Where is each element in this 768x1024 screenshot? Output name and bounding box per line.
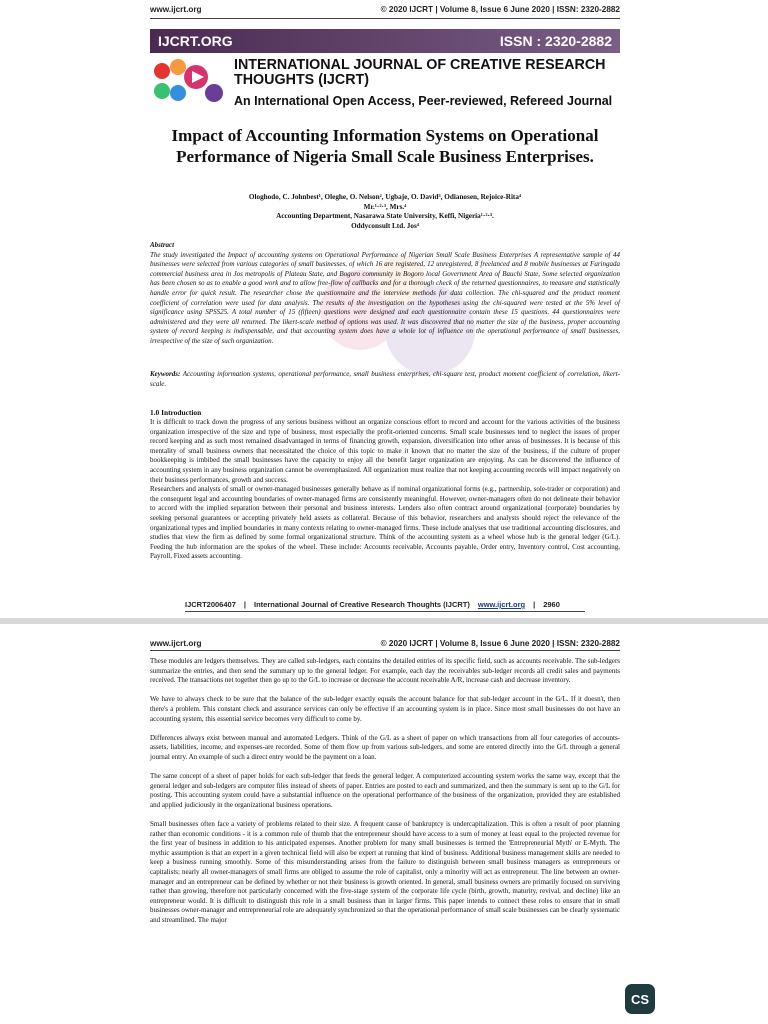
page2-body xyxy=(150,657,620,935)
footer-journal: International Journal of Creative Research Thoughts (IJCRT) xyxy=(253,600,470,609)
page1-footer: IJCRT2006407 | International Journal of Creative Research Thoughts (IJCRT) www.ijcrt.org | 2960 xyxy=(185,600,560,609)
paper-title: Impact of Accounting Information Systems on Operational Performance of Nigeria Small Scale Business Enterprises. xyxy=(171,126,599,166)
banner-left: IJCRT.ORG xyxy=(158,33,233,49)
abstract-heading: Abstract xyxy=(150,241,175,249)
paragraph-2: We have to always check to be sure that the balance of the sub-ledger exactly equals the account balance for that sub-ledger account in the G/L. If it doesn't, then there's a problem. This constant check and assurance services can only be effective if an accounting system is in place. Since most small businesses do not have an accounting system, this essential service becomes very difficult to come by. xyxy=(150,695,620,723)
paragraph-5: Small businesses often face a variety of problems related to their size. A frequent cause of bankruptcy is undercapitalization. This is often a result of poor planning rather than economic conditions - it is a common rule of thumb that the entrepreneur should have access to a sum of money at least equal to the projected revenue for the first year of business in addition to his anticipated expenses. Another problem for many small businesses is termed the 'Entrepreneurial Myth' or E-Myth. The mythic assumption is that an expert in a given technical field will also be expert at running that kind of business. Additional business management skills are needed to keep a business running smoothly. Some of this misunderstanding arises from the failure to distinguish between small business managers as entrepreneurs or capitalists; nearly all owner-managers of small firms are obliged to assume the role of capitalist, only a minority will act as entrepreneur. The line between an owner-manager and an entrepreneur can be defined by whether or not their business is growth oriented. In general, small business owners are primarily focused on surviving rather than growing, therefore not particularly concerned with the five-stage system of the corporate life cycle (birth, growth, maturity, revival, and decline) like an entrepreneur would. It is difficult to distinguish this role in a small business than in larger firms. This paper intends to connect these roles to ensure that in small businesses owner-manager and entrepreneurial role are adequately synchronized so that the operational performance of small scale businesses can be clearly systematic and streamlined. The major xyxy=(150,820,620,925)
journal-banner xyxy=(150,29,620,53)
issue-meta: © 2020 IJCRT | Volume 8, Issue 6 June 2020 | ISSN: 2320-2882 xyxy=(380,639,620,648)
journal-logo-icon xyxy=(152,57,226,107)
abstract xyxy=(150,241,620,347)
footer-rule xyxy=(185,611,585,612)
page1-header xyxy=(150,5,620,14)
keywords-text: Accounting information systems, operational performance, small business enterprises, chi-square test, product moment coefficient of correlation, likert-scale. xyxy=(150,370,620,388)
authors-titles: Mr.¹·²·³, Mrs.⁴ xyxy=(363,202,407,211)
header-rule xyxy=(150,18,620,19)
affiliation-1: Accounting Department, Nasarawa State University, Keffi, Nigeria¹·²·³. xyxy=(276,212,494,220)
page-separator xyxy=(0,618,768,624)
journal-subtitle: An International Open Access, Peer-reviewed, Refereed Journal xyxy=(234,94,613,108)
intro-paragraph-2: Researchers and analysts of small or owner-managed businesses generally behave as if nominal organizational forms (e.g., partnership, sole-trader or corporation) and the consequent legal and accounting boundaries of owner-managed firms are consistently meaningful. However, owner-managers often do not delineate their behavior to accord with the implied separation between their personal and business interests. Lenders also often contract around organizational (corporate) boundaries by seeking personal guarantees or accepting privately held assets as collateral. Because of this behavior, researchers and analysts should reject the relevance of the organizational types and implied boundaries in many contexts relating to owner-managed firms. These include analyses that use traditional accounting disclosures, and studies that view the firm as defined by some formal organizational structure. Think of the accounting system as a wheel whose hub is the general ledger (G/L). Feeding the hub information are the spokes of the wheel. These include: Accounts receivable, Accounts payable, Order entry, Inventory control, Cost accounting, Payroll, Fixed assets accounting. xyxy=(150,485,620,561)
paragraph-3: Differences always exist between manual and automated Ledgers. Think of the G/L as a sheet of paper on which transactions from all four categories of accounts-assets, liabilities, income, and expenses-are recorded. Some of them flow up from various sub-ledgers, and some are entered directly into the G/L through a general journal entry. An example of such a direct entry would be the payment on a loan. xyxy=(150,733,620,761)
intro-paragraph-1: It is difficult to track down the progress of any serious business without an organize conscious effort to record and account for the various activities of the business organization irrespective of the size and type of business, most especially the profit-oriented concerns. Small scale businesses tend to neglect the issues of proper record keeping and as such most remained disadvantaged in terms of financing growth, expansion, diversification into other areas of businesses. It is because of this mentality of small business owners that necessitated the choice of this topic to make it known that no matter the size of the business, if the culture of proper bookkeeping is imbibed the small businesses have the capacity to enjoy all the benefit larger organization are enjoying. As can be discovered the influence of accounting system in any business organization cannot be overemphasized. All organization must realize that not keeping accounting records will impact negatively on their business performances, growth and success. xyxy=(150,418,620,484)
paragraph-4: The same concept of a sheet of paper holds for each sub-ledger that feeds the general ledger. A computerized accounting system works the same way, except that the general ledger and sub-ledgers are computer files instead of sheets of paper. Entries are posted to each and summarized, and then the summary is sent up to the G/L for posting. This accounting system could have a substantial influence on the operational performance of the business of the organization, provided they are established and applied judiciously in the organizational business operations. xyxy=(150,772,620,809)
header-rule xyxy=(150,650,620,651)
issue-meta: © 2020 IJCRT | Volume 8, Issue 6 June 2020 | ISSN: 2320-2882 xyxy=(380,5,620,14)
footer-url[interactable]: www.ijcrt.org xyxy=(477,600,526,609)
paper-id: IJCRT2006407 xyxy=(185,600,236,609)
journal-title: INTERNATIONAL JOURNAL OF CREATIVE RESEARCH THOUGHTS (IJCRT) xyxy=(234,57,606,88)
author-block xyxy=(150,193,620,231)
paragraph-1: These modules are ledgers themselves. They are called sub-ledgers, each contains the detailed entries of its specific field, such as accounts receivable. The sub-ledgers summarize the entries, and then send the summary up to the general ledger. For example, each day the receivables sub-ledger records all credit sales and payments received. The transactions net together then go up to the G/L to increase or decrease the account receivable A/R, increase cash and decrease inventory. xyxy=(150,657,620,685)
introduction-body xyxy=(150,418,620,562)
banner-right: ISSN : 2320-2882 xyxy=(499,33,612,49)
page2-header xyxy=(150,639,620,648)
camscanner-badge[interactable]: CS xyxy=(625,984,655,1014)
abstract-text: The study investigated the Impact of accounting systems on Operational Performance of Nigerian Small Scale Business Enterprises A representative sample of 44 businesses were selected from various categories of small businesses, of which 16 are registered, 12 unregistered, 8 freelanced and 8 mobile businesses at Faringada commercial business area in Jos metropolis of Plateau State, and Bogoro community in Bogoro local Government Area of Bauchi State, Some selected organization has been chosen so as to enable a good work and to allow free-flow of callbacks and for a thorough check of the returned questionnaires, to measure and statistically handle error for quick result. The researcher chose the questionnaire and the interview methods for data collection. The chi-squared and the product moment coefficient of correlation were used for data analysis. The results of the investigation on the hypotheses using the chi-squared were tested at the 5% level of significance using SPSS25. A total number of 15 (fifteen) questions were designed and each questionnaire contain these 15 questions. 44 questionnaires were administered and they were all returned. The likert-scale method of options was used. It was discovered that no matter the size of the business, proper accounting system of record keeping is indispensable, and that accounting system does have a whole lot of influence on the operational performance of small businesses, irrespective of the size of such organization. xyxy=(150,250,620,345)
affiliation-2: Oddyconsult Ltd. Jos⁴ xyxy=(351,221,419,230)
section-heading-introduction: 1.0 Introduction xyxy=(150,408,202,417)
keywords xyxy=(150,370,620,389)
keywords-label: Keywords: xyxy=(150,370,181,378)
authors-line: Ologhodo, C. Johnbest¹, Oleghe, O. Nelson², Ugbaje, O. David³, Odianosen, Rejoice-Rita⁴ xyxy=(248,193,522,201)
site-url[interactable]: www.ijcrt.org xyxy=(150,639,202,648)
page-number: 2960 xyxy=(543,600,560,609)
site-url[interactable]: www.ijcrt.org xyxy=(150,5,202,14)
